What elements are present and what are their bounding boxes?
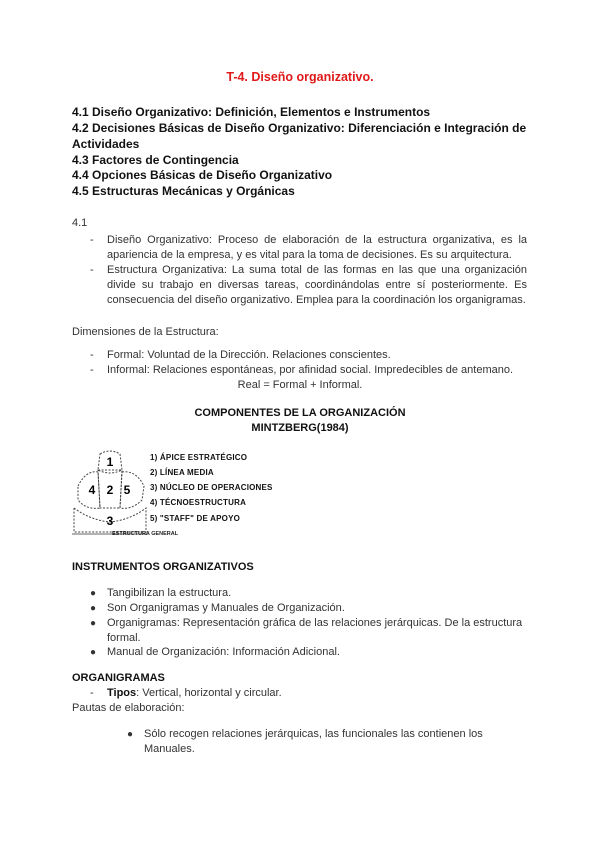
component-number-2: 2: [106, 483, 114, 497]
toc-item-4-5: 4.5 Estructuras Mecánicas y Orgánicas: [72, 184, 295, 198]
componentes-heading: COMPONENTES DE LA ORGANIZACIÓN: [194, 407, 406, 419]
componentes-subheading: MINTZBERG(1984): [251, 422, 349, 434]
instrumento-text: Tangibilizan la estructura.: [107, 587, 232, 599]
component-label-2: 2) LÍNEA MEDIA: [150, 468, 214, 477]
bullet-icon: ●: [90, 618, 97, 629]
dimension-text: Informal: Relaciones espontáneas, por afinidad social. Impredecibles de antemano.: [107, 364, 514, 376]
dimension-text: Formal: Voluntad de la Dirección. Relaciones conscientes.: [107, 349, 391, 361]
definition-estructura-organizativa: [90, 263, 530, 323]
definition-text: Diseño Organizativo: Proceso de elaboración de la estructura organizativa, es la apariencia de la empresa, y es vital para la toma de decisiones. Es su arquitectura.: [107, 234, 527, 261]
section-label-4-1: 4.1: [72, 217, 88, 229]
dimension-informal: [90, 363, 530, 378]
component-number-4: 4: [88, 483, 96, 497]
mintzberg-diagram: [70, 448, 150, 540]
page-title: T-4. Diseño organizativo.: [226, 70, 374, 84]
toc-item-4-2: 4.2 Decisiones Básicas de Diseño Organizativo: Diferenciación e Integración de Actividades: [72, 121, 527, 151]
pauta-text: Sólo recogen relaciones jerárquicas, las funcionales las contienen los Manuales.: [144, 728, 483, 755]
component-label-5: 5) "STAFF" DE APOYO: [150, 514, 241, 523]
bullet-icon: ●: [90, 603, 97, 614]
diagram-caption: ESTRUCTURA GENERAL: [112, 531, 179, 537]
dimensiones-heading: Dimensiones de la Estructura:: [72, 326, 219, 338]
bullet-icon: ●: [90, 588, 97, 599]
instrumento-text: Son Organigramas y Manuales de Organización.: [107, 602, 345, 614]
instrumento-item: [90, 586, 530, 601]
dash-marker: -: [90, 264, 94, 276]
dimension-formal: [90, 348, 530, 363]
component-number-1: 1: [106, 455, 114, 469]
component-label-4: 4) TÉCNOESTRUCTURA: [150, 498, 247, 507]
tipos-line: [107, 686, 527, 701]
component-label-3: 3) NÚCLEO DE OPERACIONES: [150, 483, 273, 492]
instrumento-text: Organigramas: Representación gráfica de las relaciones jerárquicas. De la estructura formal.: [107, 617, 523, 644]
formula: Real = Formal + Informal.: [237, 379, 363, 391]
dash-marker: -: [90, 687, 94, 699]
organigramas-heading: ORGANIGRAMAS: [72, 672, 165, 684]
instrumento-item: [90, 645, 530, 660]
instrumento-item: [90, 601, 530, 616]
toc-item-4-3: 4.3 Factores de Contingencia: [72, 153, 239, 167]
instrumento-text: Manual de Organización: Información Adicional.: [107, 646, 340, 658]
instrumento-item: [90, 616, 530, 646]
toc-item-4-4: 4.4 Opciones Básicas de Diseño Organizativo: [72, 168, 333, 182]
dash-marker: -: [90, 349, 94, 361]
dash-marker: -: [90, 364, 94, 376]
organigramas-tipos: [90, 686, 530, 701]
component-label-1: 1) ÁPICE ESTRATÉGICO: [150, 453, 248, 462]
toc-item-4-1: 4.1 Diseño Organizativo: Definición, Elementos e Instrumentos: [72, 105, 431, 119]
instrumentos-heading: INSTRUMENTOS ORGANIZATIVOS: [72, 561, 254, 573]
definition-text: Estructura Organizativa: La suma total de las formas en las que una organización divide su trabajo en diversas tareas, coordinándolas entre sí posteriormente. Es consecuencia del diseño organizativo. Emplea para la coordinación los organigramas.: [107, 264, 527, 306]
component-number-3: 3: [106, 514, 114, 528]
pauta-item: [127, 727, 497, 757]
dash-marker: -: [90, 234, 94, 246]
tipos-text: : Vertical, horizontal y circular.: [136, 687, 282, 699]
pautas-heading: Pautas de elaboración:: [72, 702, 185, 714]
tipos-label: Tipos: [107, 687, 137, 699]
bullet-icon: ●: [127, 729, 134, 740]
component-number-5: 5: [123, 483, 131, 497]
bullet-icon: ●: [90, 647, 97, 658]
